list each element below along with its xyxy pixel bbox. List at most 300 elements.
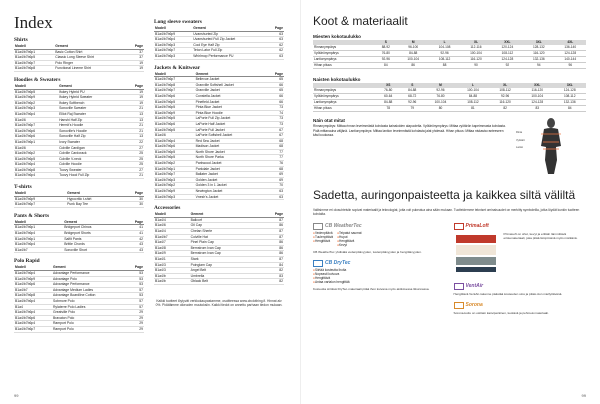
weathertec-logo-icon — [313, 223, 323, 230]
table-cell: 41 — [128, 225, 144, 231]
table-cell: 88-92 — [374, 45, 397, 51]
table-cell: 112-116 — [460, 45, 491, 51]
index-section-title: Long sleeve sweaters — [154, 19, 202, 25]
tech-primaloft-name: PrimaLoft — [465, 223, 489, 230]
table-cell: B1a4/b7b6p7 — [14, 326, 52, 332]
list-item: ● Hengittävä — [313, 239, 333, 243]
table-cell: B1a4/b7b6p9 — [154, 110, 195, 116]
table-cell: B1a4/b7b6p7 — [14, 202, 66, 208]
table-cell: 92 — [492, 63, 523, 69]
table-cell: Rylaterre Polo Ladies — [52, 304, 128, 310]
table-cell: B1a4/b7b6p7 — [14, 60, 54, 66]
table-cell: Oblack Belt — [190, 279, 268, 285]
figure-label-hip: Lantio — [516, 146, 524, 149]
table-cell: 86 — [268, 245, 284, 251]
index-section-title: T-shirts — [14, 184, 32, 191]
table-cell: Basic Cotton Shirt — [54, 49, 128, 55]
table-row — [14, 326, 144, 332]
table-cell: B1a4/b7b6p1 — [14, 236, 63, 242]
size-column-header: S — [374, 40, 397, 45]
tech-weathertec-name: CB WeatherTec — [325, 223, 362, 230]
table-cell: B1a4/b7b6p9 — [154, 189, 195, 195]
table-cell: B1a4/b7b6p1 — [14, 49, 54, 55]
table-cell: Granville Softshell Jacket — [195, 82, 268, 88]
index-column-header: Modell — [14, 265, 52, 270]
tech-drytec-name: CB DryTec — [325, 260, 351, 267]
table-cell: B1a4/b7b6p7 — [154, 88, 195, 94]
table-cell: Madison Jacket — [195, 144, 268, 150]
table-cell: 67 — [268, 133, 284, 139]
table-cell: 96-100 — [397, 45, 428, 51]
tech-weathertec-heading — [313, 223, 446, 230]
table-cell: 132-136 — [553, 100, 586, 106]
table-cell: 84 — [553, 106, 586, 112]
list-item: ● Huput — [337, 235, 361, 239]
table-cell: 63 — [268, 53, 284, 59]
tech-column-right — [454, 223, 587, 321]
figure-label-waist: Vyötärö — [516, 139, 525, 142]
table-cell: Advantage Boardline Cotton — [52, 293, 128, 299]
table-cell: B1a4/b7b6p4 — [154, 37, 192, 43]
table-cell: B1a4/b7b6p4 — [14, 242, 63, 248]
table-cell: 84-88 — [457, 94, 489, 100]
measure-guide-text — [313, 116, 510, 176]
table-row — [313, 63, 586, 69]
table-cell: 82 — [268, 279, 284, 285]
table-cell: 43 — [128, 247, 144, 253]
table-cell: 100-104 — [397, 57, 428, 63]
table-cell: 124-128 — [492, 57, 523, 63]
table-cell: B1a4/7 — [154, 240, 190, 246]
table-cell: Tuovy Sweater — [58, 167, 128, 173]
table-cell: 108-112 — [553, 94, 586, 100]
table-cell: B1a4/b7b6p9 — [154, 31, 192, 37]
table-cell: B1a4/b7b6p6 — [154, 144, 195, 150]
table-cell: Pinta Blue Jacket — [195, 105, 268, 111]
table-cell: 25 — [128, 162, 144, 168]
table-cell: B1a4/b7b6p7 — [14, 123, 58, 129]
table-cell: 90 — [460, 63, 491, 69]
tech-ventair-name: VentAir — [465, 283, 484, 290]
table-cell: 82 — [268, 268, 284, 274]
index-column-header: Gement — [58, 84, 128, 89]
table-cell: Sonoville's Hoodie — [58, 128, 128, 134]
table-cell: B1a4/6 — [154, 223, 190, 229]
table-cell: 66 — [268, 99, 284, 105]
table-cell: 92-96 — [489, 94, 521, 100]
ventair-logo-icon — [454, 283, 464, 290]
table-cell: Vyötärönympärys — [313, 94, 376, 100]
table-cell: North Shore Parka — [195, 155, 268, 161]
table-cell: B1a4/4 — [154, 217, 190, 223]
table-cell: LaPorte Half Jacket — [195, 121, 268, 127]
table-cell: 19 — [128, 60, 144, 66]
table-cell: 62 — [268, 42, 284, 48]
list-item: ● Vedenpitävä — [313, 231, 333, 235]
table-cell: 77 — [268, 149, 284, 155]
table-cell: B1a4/b7b6p5 — [14, 156, 58, 162]
index-section-title: Hoodies & Sweaters — [14, 76, 61, 83]
size-table-men — [313, 40, 586, 69]
table-cell: Advantage Performance — [52, 282, 128, 288]
table-cell: 87 — [268, 217, 284, 223]
table-cell: B1a4/b7b6p5 — [14, 55, 54, 61]
table-cell: Angel Belt — [190, 268, 268, 274]
size-table-men-title: Miesten kokotaulukko — [313, 34, 361, 39]
table-cell: B1a4/b7b6p4 — [14, 271, 52, 277]
table-cell: 124-128 — [553, 88, 586, 94]
table-row — [154, 53, 284, 59]
table-cell: Ifukey Hybrid PU — [58, 89, 128, 95]
table-cell: Rinnanympärys — [313, 88, 376, 94]
table-cell: 77 — [268, 155, 284, 161]
table-cell: B1a4/b7b6p4 — [14, 162, 58, 168]
table-cell: Bravaton Polo — [52, 315, 128, 321]
table-cell: 76 — [268, 161, 284, 167]
table-cell: 42 — [128, 236, 144, 242]
table-cell: 60-64 — [376, 94, 400, 100]
table-cell: Ifukey Hybrid Sweater — [58, 95, 128, 101]
table-cell: 69 — [268, 177, 284, 183]
table-cell: Sonoville Short — [63, 247, 128, 253]
list-item: ● Teipatut saumat — [337, 231, 361, 235]
table-cell: 100-104 — [460, 51, 491, 57]
table-cell: B1a4/b7b6p4 — [154, 138, 195, 144]
table-cell: 116-120 — [489, 100, 521, 106]
table-cell: B1a4/b7b6p1 — [154, 166, 195, 172]
table-cell: 19 — [128, 95, 144, 101]
size-column-header: L — [429, 40, 460, 45]
table-cell: B1a4/6 — [154, 133, 195, 139]
table-cell: 88 — [429, 63, 460, 69]
table-cell: 100-104 — [521, 94, 553, 100]
index-column-header: Page — [268, 72, 284, 77]
table-cell: Pinefield Jacket — [195, 99, 268, 105]
table-cell: 86 — [397, 63, 428, 69]
index-column-b — [154, 14, 284, 396]
table-cell: Greatville Polo — [52, 310, 128, 316]
table-cell: B1a4/b7b6p5 — [154, 149, 195, 155]
tech-drytec-heading — [313, 260, 446, 267]
table-cell: 68 — [268, 166, 284, 172]
size-column-header: XS — [376, 83, 400, 88]
table-cell: Pinta Blue Hoodie — [195, 110, 268, 116]
table-cell: B1a4/b7b6p4 — [14, 173, 58, 179]
index-column-header: Page — [128, 44, 144, 49]
index-section-table — [14, 44, 144, 72]
table-cell: 29 — [128, 326, 144, 332]
table-cell: 92-96 — [429, 51, 460, 57]
table-cell: 78 — [376, 106, 400, 112]
table-row — [14, 66, 144, 72]
table-cell: Uvanshurted Full Zip Jacket — [192, 37, 268, 43]
table-cell: Sobmore Polo — [52, 298, 128, 304]
table-cell: Functional Lineme Shirt — [54, 66, 128, 72]
table-cell: B1a4/b7b6p3 — [154, 194, 195, 200]
size-column-header: M — [397, 40, 428, 45]
index-section-title: Accessories — [154, 205, 181, 212]
table-cell: Pinel Plain Cap — [190, 240, 268, 246]
tech-ventair — [454, 283, 587, 296]
tech-ventair-heading — [454, 283, 587, 290]
table-cell: Hanshi Half Zip — [58, 117, 128, 123]
table-cell: B1a4/b7b6p5 — [154, 155, 195, 161]
body-silhouette-icon — [516, 116, 586, 176]
table-cell: Tuovy Hood Full Zip — [58, 173, 128, 179]
table-cell: B1a4/b7b6p9 — [14, 276, 52, 282]
table-cell: 27 — [128, 167, 144, 173]
table-cell: 116-120 — [523, 51, 554, 57]
table-cell: B1a4/b — [154, 279, 190, 285]
table-cell: B1a4/3 — [154, 262, 190, 268]
index-column-header: Gement — [195, 72, 268, 77]
table-cell: Bridgeport Shorts — [63, 231, 128, 237]
tech-column-left — [313, 223, 446, 321]
index-column-header: Gement — [66, 191, 128, 196]
table-cell: 21 — [128, 106, 144, 112]
tech-weathertec — [313, 223, 446, 254]
table-cell: B1a4/9 — [154, 251, 190, 257]
table-cell: 57 — [128, 304, 144, 310]
sorona-logo-icon — [454, 302, 464, 309]
table-cell: 13 — [128, 117, 144, 123]
index-column-header: Page — [128, 84, 144, 89]
size-column-header: XL — [489, 83, 521, 88]
table-cell: 128-132 — [523, 45, 554, 51]
index-section-title: Pants & Shorts — [14, 212, 50, 219]
table-cell: B1a4/b7b6p8 — [154, 82, 195, 88]
table-cell: 63 — [268, 194, 284, 200]
table-cell: Colville V-neck — [58, 156, 128, 162]
table-cell: LaPorte Full Jacket — [195, 127, 268, 133]
tech-weathertec-list-b — [337, 231, 361, 248]
table-cell: Vyötärönympärys — [313, 51, 374, 57]
table-cell: Bernstrom Ivan Cap — [190, 251, 268, 257]
table-cell: B1a4/b7b6p6 — [14, 315, 52, 321]
table-cell: 76-80 — [424, 94, 456, 100]
index-section-table — [14, 84, 144, 179]
table-cell: Golden Jacket — [195, 177, 268, 183]
table-cell: B1a4/1 — [154, 256, 190, 262]
table-cell: Bellevue Jacket — [195, 77, 268, 83]
table-cell: 29 — [128, 321, 144, 327]
index-column-header: Gement — [63, 220, 128, 225]
table-cell: 13 — [128, 111, 144, 117]
table-cell: Hermit's Hoodie — [58, 123, 128, 129]
table-cell: Cool Eye Half Zip — [192, 42, 268, 48]
table-cell: 70 — [268, 183, 284, 189]
table-cell: B1a4/b7b6p4 — [14, 298, 52, 304]
tech-drytec — [313, 260, 446, 291]
table-cell: 22 — [128, 139, 144, 145]
size-column-header: 3XL — [553, 83, 586, 88]
size-column-header: M — [424, 83, 456, 88]
index-title: Index — [14, 13, 53, 32]
table-cell: Ramport Polo — [52, 326, 128, 332]
table-cell: 19 — [128, 66, 144, 72]
page-number-left: 99 — [14, 393, 19, 398]
table-cell: Poinglam Cap — [190, 262, 268, 268]
table-cell: 83 — [268, 273, 284, 279]
index-section-title: Polo Rapid — [14, 258, 40, 265]
table-cell: 136-140 — [555, 45, 587, 51]
table-cell: B1a4/b — [154, 273, 190, 279]
tech-drytec-list — [313, 268, 446, 285]
table-cell: B1a4/b7b6p2 — [154, 183, 195, 189]
table-cell: B1a4/b7b6p1 — [14, 225, 63, 231]
table-cell: B1a4/b7b6p4 — [14, 231, 63, 237]
tech-sorona-heading — [454, 302, 587, 309]
table-cell: 53 — [128, 276, 144, 282]
size-table-women — [313, 83, 586, 112]
table-cell: 83 — [521, 106, 553, 112]
table-cell: 87 — [268, 229, 284, 235]
table-cell: Classic Long Sleeve Shirt — [54, 55, 128, 61]
table-cell: 63 — [268, 37, 284, 43]
table-cell: B1a4/b7b6p6 — [14, 282, 52, 288]
measure-guide-title: Näin otat mitat — [313, 118, 345, 123]
table-cell: 124-128 — [521, 100, 553, 106]
table-cell: 68 — [268, 138, 284, 144]
table-cell: 92-96 — [400, 100, 424, 106]
table-cell: 87 — [268, 256, 284, 262]
table-cell: 84-88 — [376, 100, 400, 106]
table-cell: 43 — [128, 242, 144, 248]
table-cell: Sonoville Sweater — [58, 106, 128, 112]
index-column-header: Gement — [54, 44, 128, 49]
table-cell: Parkwood Jacket — [195, 161, 268, 167]
table-cell: B1a4/b7b6p8 — [14, 66, 54, 72]
table-cell: B1a4/b7b6p6 — [154, 121, 195, 127]
list-item: ● Siirtää kosteutta iholta — [313, 268, 446, 272]
table-cell: 66 — [268, 82, 284, 88]
table-cell: B1a4/b7b6p5 — [154, 99, 195, 105]
table-row — [14, 202, 144, 208]
list-item: ● Antaa vartalon hengittää — [313, 280, 446, 284]
table-cell: Chelan Sherle — [190, 229, 268, 235]
table-cell: Newington Jacket — [195, 189, 268, 195]
table-cell: 41 — [128, 231, 144, 237]
table-cell: 65 — [268, 77, 284, 83]
table-cell: B1a4/b7b6p7 — [154, 172, 195, 178]
table-cell: 63 — [268, 31, 284, 37]
table-cell: Colville Hoodie — [58, 162, 128, 168]
index-column-header: Page — [268, 26, 284, 31]
table-cell: 13 — [128, 134, 144, 140]
table-cell: Bridgeport Chinos — [63, 225, 128, 231]
tech-sorona-name: Sorona — [465, 302, 483, 309]
table-cell: Red Sea Jacket — [195, 138, 268, 144]
table-cell: 104-108 — [429, 45, 460, 51]
index-section-table — [154, 212, 284, 285]
tech-weathertec-desc: CB WeatherTec yhdistää vedenpitävyyden, tuulenpitävyyden ja hengittävyyden. — [313, 249, 422, 254]
tech-weathertec-list-a — [313, 231, 333, 248]
sizes-page — [300, 0, 600, 404]
table-cell: Rinnanympärys — [313, 45, 374, 51]
table-cell: 81 — [457, 106, 489, 112]
table-cell: 84-88 — [397, 51, 428, 57]
page-number-right: 99 — [581, 393, 586, 398]
table-cell: LaPorte Full Zip Jacket — [195, 116, 268, 122]
table-cell: B1a4/b7b6p4 — [14, 321, 52, 327]
table-cell: B1a4/b7b6p7 — [154, 77, 195, 83]
table-cell: 19 — [128, 89, 144, 95]
table-cell: 63 — [268, 189, 284, 195]
table-cell: Advantage Performance — [52, 271, 128, 277]
tech-sorona — [454, 302, 587, 315]
index-column-header: Gement — [192, 26, 268, 31]
tech-primaloft-heading — [454, 223, 587, 230]
tech-ventair-desc: Hengittävä VentAir-rakenne päästää kosteuden ulos ja pitää olon miellyttävänä. — [453, 291, 563, 296]
table-cell: Hihan pituus — [313, 106, 376, 112]
index-note: Kaikki tuotteet löytyvät verkkokaupastamme, osoitteessa www.cbclothing.fi. Hinnat alv 0%. Pidätämme oikeuden muutoksiin. Kaikki tiedot on annettu parhaan tiedon mukaan. — [155, 298, 283, 308]
table-cell: 67 — [268, 127, 284, 133]
index-column-header: Page — [128, 265, 144, 270]
index-section-table — [154, 26, 284, 60]
table-cell: 53 — [128, 282, 144, 288]
table-cell: B1a4/4 — [154, 229, 190, 235]
table-cell: 87 — [268, 234, 284, 240]
table-cell: Lantionympärys — [313, 100, 376, 106]
table-cell: B1a4/b7b6p3 — [14, 106, 58, 112]
table-cell: 57 — [128, 287, 144, 293]
index-section-table — [14, 265, 144, 332]
table-cell: B1a4/b7b6p8 — [14, 293, 52, 299]
weather-title: Sadetta, auringonpaisteetta ja kaikkea siltä väliltä — [313, 188, 576, 202]
primaloft-logo-icon — [454, 223, 464, 230]
table-cell: 116-120 — [460, 57, 491, 63]
table-cell: Ballcorf — [190, 217, 268, 223]
table-cell: 66 — [268, 93, 284, 99]
table-cell: 53 — [128, 293, 144, 299]
index-column-header: Modell — [14, 191, 66, 196]
table-cell: 27 — [128, 145, 144, 151]
index-section-table — [154, 72, 284, 201]
size-table-women-title: Naisten kokotaulukko — [313, 77, 361, 82]
table-cell: 108-112 — [429, 57, 460, 63]
index-section-table — [14, 191, 144, 208]
fabric-layers-icon — [454, 231, 500, 275]
tech-grid — [313, 223, 586, 321]
index-section-table — [14, 220, 144, 254]
table-cell: 108-112 — [492, 51, 523, 57]
table-cell: 86 — [268, 223, 284, 229]
table-cell: 21 — [128, 128, 144, 134]
table-row — [154, 279, 284, 285]
table-cell: Sonoville Half Zip — [58, 134, 128, 140]
index-column-header: Page — [268, 212, 284, 217]
table-cell: Umbrella — [190, 273, 268, 279]
index-column-header: Page — [128, 220, 144, 225]
table-cell: B1a4/3 — [154, 268, 190, 274]
table-cell: Parkdale Jacket — [195, 166, 268, 172]
table-cell: B1a4/b7b6p2 — [14, 151, 58, 157]
table-cell: 30 — [128, 196, 144, 202]
table-cell: 68 — [268, 144, 284, 150]
size-column-header: S — [400, 83, 424, 88]
table-cell: Hypocritic t-shirt — [66, 196, 128, 202]
list-item: ● Hengittävä — [337, 239, 361, 243]
figure-label-chest: Rinta — [516, 131, 523, 134]
table-cell: Ballater Jacket — [195, 172, 268, 178]
table-cell: Advantage Medium Ladies — [52, 287, 128, 293]
table-cell: 73 — [268, 105, 284, 111]
table-cell: 21 — [128, 123, 144, 129]
table-cell: 116-120 — [521, 88, 553, 94]
table-cell: B1a4/b7b6p7 — [154, 48, 192, 54]
size-column-header: XL — [460, 40, 491, 45]
table-cell: B1a4/b7b6p6 — [14, 134, 58, 140]
